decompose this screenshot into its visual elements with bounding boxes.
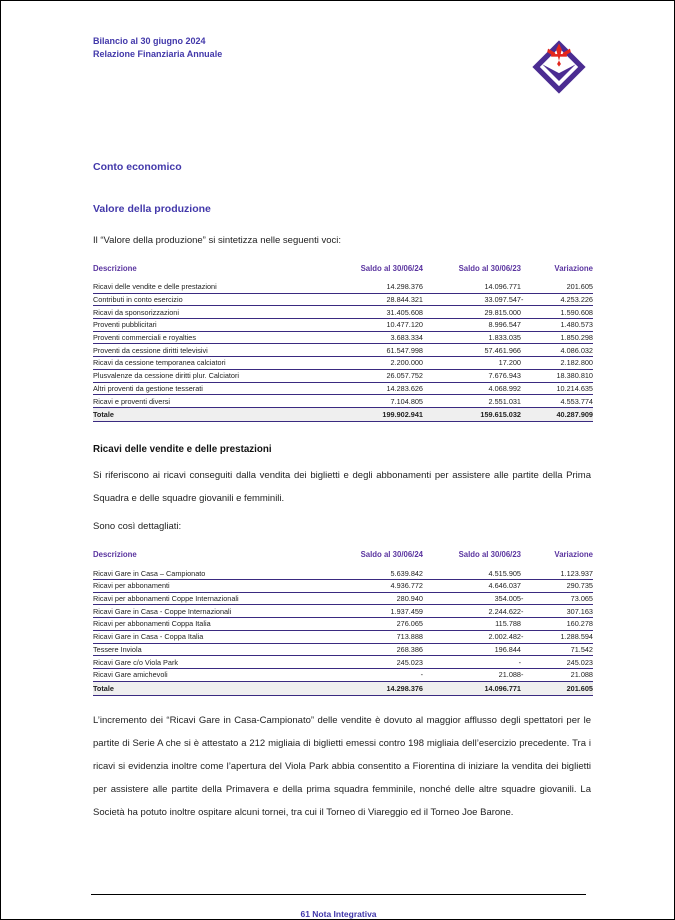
table-row	[93, 669, 593, 682]
description-cell: Tessere Inviola	[93, 644, 142, 654]
minus-sign: -	[521, 594, 524, 604]
header-descrizione: Descrizione	[93, 550, 137, 560]
variation-value: 2.182.800	[560, 358, 593, 368]
document-body	[1, 35, 674, 824]
saldo-2024-cell: 268.386	[396, 644, 423, 654]
description-cell: Ricavi e proventi diversi	[93, 396, 171, 406]
variation-value: 1.480.573	[560, 320, 593, 330]
saldo-2024-cell: 3.683.334	[390, 333, 423, 343]
header-variazione: Variazione	[554, 550, 593, 560]
description-cell: Ricavi per abbonamenti Coppa Italia	[93, 619, 211, 629]
minus-sign: -	[521, 295, 524, 305]
variation-cell	[521, 645, 593, 654]
variation-value: 71.542	[570, 644, 593, 654]
ricavi-paragraph: Si riferiscono ai ricavi conseguiti dalla vendita dei biglietti e degli abbonamenti per assistere alle partite della Prima Squadra e delle squadre giovanili e femminili.	[93, 470, 591, 505]
table-row	[93, 357, 593, 370]
minus-sign: -	[521, 670, 524, 680]
saldo-2023-cell: 159.615.032	[480, 410, 521, 420]
description-cell: Ricavi Gare in Casa - Coppa Italia	[93, 632, 204, 642]
variation-value: 10.214.635	[556, 383, 593, 393]
page-title: Conto economico	[93, 161, 182, 173]
ricavi-vendite-table	[93, 548, 593, 696]
description-cell: Ricavi da cessione temporanea calciatori	[93, 358, 226, 368]
saldo-2023-cell: 115.788	[495, 619, 521, 629]
doc-title-line2: Relazione Finanziaria Annuale	[93, 49, 223, 59]
saldo-2023-cell: 21.088	[498, 670, 521, 680]
saldo-2023-cell: 29.815.000	[484, 307, 521, 317]
variation-cell	[521, 684, 593, 693]
saldo-2024-cell: 61.547.998	[386, 345, 423, 355]
table-total-row	[93, 408, 593, 423]
variation-cell	[521, 658, 593, 667]
footer-divider	[91, 894, 586, 895]
description-cell: Ricavi delle vendite e delle prestazioni	[93, 282, 217, 292]
saldo-2024-cell: 276.065	[396, 619, 423, 629]
saldo-2024-cell: 14.298.376	[386, 683, 423, 693]
saldo-2023-cell: 2.551.031	[488, 396, 521, 406]
saldo-2024-cell: 1.937.459	[390, 606, 423, 616]
description-cell: Totale	[93, 410, 114, 420]
variation-value: 4.086.032	[560, 345, 593, 355]
variation-value: 1.850.298	[560, 333, 593, 343]
saldo-2023-cell: 17.200	[498, 358, 521, 368]
description-cell: Ricavi Gare in Casa - Coppe Internazionali	[93, 606, 232, 616]
description-cell: Totale	[93, 683, 114, 693]
variation-cell	[521, 282, 593, 291]
description-cell: Proventi commerciali e royalties	[93, 333, 197, 343]
section-title-ricavi-vendite: Ricavi delle vendite e delle prestazioni	[93, 444, 272, 456]
variation-cell	[521, 569, 593, 578]
variation-cell	[521, 397, 593, 406]
saldo-2024-cell: 2.200.000	[390, 358, 423, 368]
table-row	[93, 644, 593, 657]
variation-value: 4.553.774	[560, 396, 593, 406]
saldo-2024-cell: 7.104.805	[390, 396, 423, 406]
saldo-2024-cell: 14.283.626	[386, 383, 423, 393]
fiorentina-crest-logo	[531, 39, 587, 95]
header-descrizione: Descrizione	[93, 264, 137, 273]
saldo-2024-cell: 28.844.321	[386, 295, 423, 305]
saldo-2023-cell: 196.844	[494, 644, 521, 654]
variation-value: 201.605	[566, 683, 593, 693]
variation-cell	[521, 358, 593, 367]
table-row	[93, 593, 593, 606]
variation-cell	[521, 308, 593, 317]
description-cell: Ricavi da sponsorizzazioni	[93, 307, 179, 317]
footer-page-label: 61 Nota Integrativa	[300, 909, 377, 919]
variation-cell	[521, 619, 593, 628]
variation-value: 201.605	[566, 282, 593, 292]
variation-value: 290.735	[566, 581, 593, 591]
description-cell: Plusvalenze da cessione diritti plur. Calciatori	[93, 371, 240, 381]
giglio-icon	[531, 39, 587, 95]
saldo-2023-cell: 1.833.035	[488, 333, 521, 343]
variation-value: 307.163	[566, 606, 593, 616]
variation-value: 1.590.608	[560, 307, 593, 317]
minus-sign: -	[521, 632, 524, 642]
table-row	[93, 580, 593, 593]
dettaglio-lead-line: Sono così dettagliati:	[93, 521, 182, 533]
table-row	[93, 383, 593, 396]
variation-cell	[521, 346, 593, 355]
table-total-row	[93, 682, 593, 697]
saldo-2024-cell: 199.902.941	[382, 410, 423, 420]
description-cell: Ricavi Gare amichevoli	[93, 670, 168, 680]
table-row	[93, 370, 593, 383]
saldo-2024-cell: 26.057.752	[386, 371, 423, 381]
header-saldo-2024: Saldo al 30/06/24	[360, 550, 423, 560]
header-variazione: Variazione	[554, 264, 593, 273]
valore-produzione-table	[93, 262, 593, 422]
variation-cell	[521, 581, 593, 590]
variation-cell	[521, 384, 593, 393]
saldo-2024-cell: 713.888	[396, 632, 423, 642]
table-row	[93, 319, 593, 332]
variation-cell	[521, 594, 593, 603]
variation-cell	[521, 295, 593, 304]
saldo-2023-cell: 4.068.992	[488, 383, 521, 393]
header-saldo-2023: Saldo al 30/06/23	[458, 264, 521, 273]
variation-cell	[521, 632, 593, 641]
table-row	[93, 344, 593, 357]
saldo-2024-cell: -	[420, 670, 423, 680]
table-row	[93, 294, 593, 307]
saldo-2023-cell: 4.646.037	[488, 581, 521, 591]
closing-paragraph: L’incremento dei “Ricavi Gare in Casa-Campionato” delle vendite è dovuto al maggior afflusso degli spettatori per le partite di Serie A che si è attestato a 212 migliaia di biglietti emessi contro 198 migliaia dell’esercizio precedente. Tra i ricavi si evidenzia inoltre come l’apertura del Viola Park abbia consentito a Fiorentina di iniziare la vendita dei biglietti per assistere alle partite della Primavera e della prima squadra femminile, nonché delle altre squadre giovanili. La Società ha potuto inoltre ospitare alcuni tornei, tra cui il Torneo di Viareggio ed il Torneo Joe Barone.	[93, 715, 591, 819]
saldo-2024-cell: 14.298.376	[386, 282, 423, 292]
variation-value: 160.278	[566, 619, 593, 629]
table-header-row	[93, 262, 593, 281]
saldo-2023-cell: 2.244.622	[488, 606, 521, 616]
saldo-2024-cell: 245.023	[396, 657, 423, 667]
variation-value: 18.380.810	[556, 371, 593, 381]
section-title-valore-produzione: Valore della produzione	[93, 203, 211, 215]
saldo-2023-cell: 7.676.943	[488, 371, 521, 381]
saldo-2023-cell: 57.461.966	[484, 345, 521, 355]
table-row	[93, 332, 593, 345]
variation-value: 73.065	[570, 594, 593, 604]
table-row	[93, 306, 593, 319]
saldo-2024-cell: 5.639.842	[390, 568, 423, 578]
saldo-2023-cell: 33.097.547	[484, 295, 521, 305]
saldo-2024-cell: 31.405.608	[386, 307, 423, 317]
saldo-2024-cell: 4.936.772	[390, 581, 423, 591]
table-row	[93, 605, 593, 618]
description-cell: Ricavi per abbonamenti Coppe Internazionali	[93, 594, 239, 604]
intro-paragraph: Il “Valore della produzione” si sintetizza nelle seguenti voci:	[93, 235, 342, 246]
saldo-2023-cell: 354.005	[494, 594, 521, 604]
description-cell: Ricavi per abbonamenti	[93, 581, 170, 591]
variation-cell	[521, 320, 593, 329]
variation-value: 40.287.909	[556, 410, 593, 420]
saldo-2023-cell: 8.996.547	[488, 320, 521, 330]
description-cell: Proventi da cessione diritti televisivi	[93, 345, 208, 355]
saldo-2023-cell: 2.002.482	[488, 632, 521, 642]
header-saldo-2023: Saldo al 30/06/23	[458, 550, 521, 560]
variation-value: 21.088	[570, 670, 593, 680]
table-header-row	[93, 548, 593, 567]
saldo-2023-cell: 4.515.905	[488, 568, 521, 578]
variation-cell	[521, 670, 593, 679]
saldo-2024-cell: 10.477.120	[386, 320, 423, 330]
table-row	[93, 618, 593, 631]
table-row	[93, 395, 593, 408]
variation-cell	[521, 607, 593, 616]
table-row	[93, 281, 593, 294]
document-header	[93, 35, 591, 61]
description-cell: Proventi pubblicitari	[93, 320, 157, 330]
variation-cell	[521, 410, 593, 419]
variation-cell	[521, 371, 593, 380]
table-row	[93, 656, 593, 669]
description-cell: Contributi in conto esercizio	[93, 295, 183, 305]
description-cell: Ricavi Gare in Casa – Campionato	[93, 568, 206, 578]
table-row	[93, 631, 593, 644]
variation-cell	[521, 333, 593, 342]
saldo-2023-cell: 14.096.771	[484, 683, 521, 693]
table-row	[93, 567, 593, 580]
minus-sign: -	[521, 606, 524, 616]
variation-value: 1.123.937	[560, 568, 593, 578]
variation-value: 1.288.594	[560, 632, 593, 642]
variation-value: 4.253.226	[560, 295, 593, 305]
doc-title-line1: Bilancio al 30 giugno 2024	[93, 36, 206, 46]
saldo-2024-cell: 280.940	[396, 594, 423, 604]
description-cell: Altri proventi da gestione tesserati	[93, 383, 203, 393]
saldo-2023-cell: -	[518, 657, 521, 667]
saldo-2023-cell: 14.096.771	[484, 282, 521, 292]
description-cell: Ricavi Gare c/o Viola Park	[93, 657, 179, 667]
variation-value: 245.023	[566, 657, 593, 667]
header-saldo-2024: Saldo al 30/06/24	[360, 264, 423, 273]
